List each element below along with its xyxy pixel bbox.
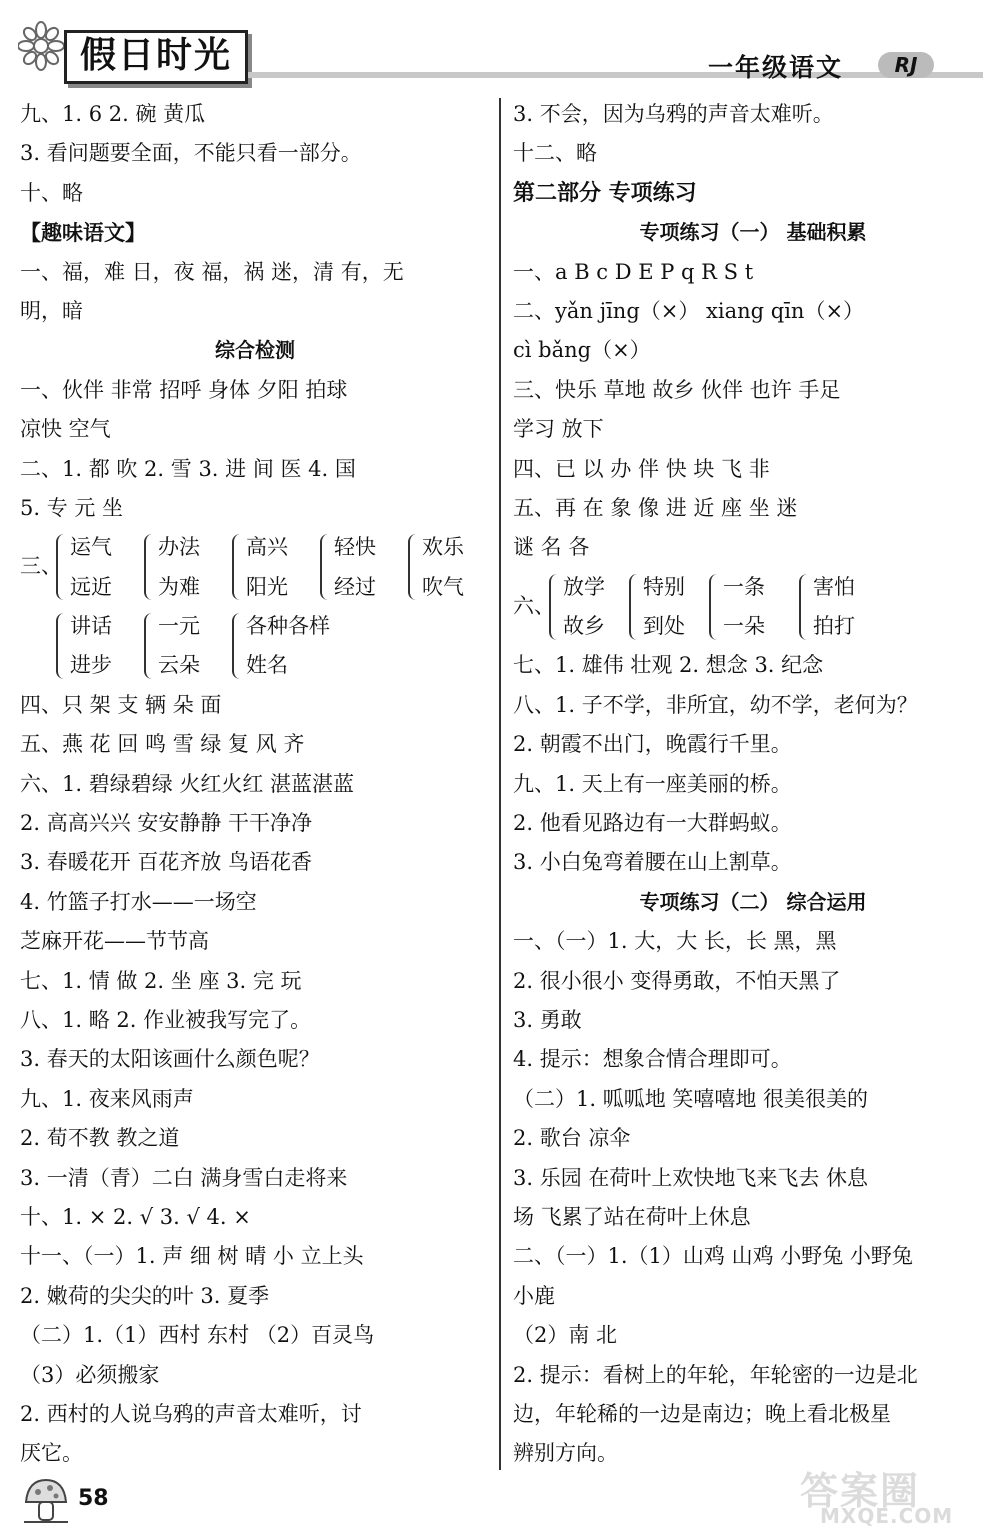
- answer-line: 专项练习（一） 基础积累: [639, 220, 867, 245]
- left-column: [20, 95, 490, 1474]
- mushroom-icon: [20, 1474, 72, 1526]
- pair-word: 办法: [158, 535, 200, 560]
- answer-line: 明，暗: [20, 298, 83, 323]
- brace-mark: [232, 613, 244, 679]
- pair-word: 拍打: [813, 614, 855, 639]
- answer-line: 九、1. 6 2. 碗 黄瓜: [20, 102, 206, 126]
- answer-line: 4. 竹篮子打水——一场空: [20, 889, 257, 914]
- pair-word: 经过: [334, 574, 376, 599]
- book-title: 假日时光: [79, 35, 232, 76]
- word-pair: [563, 568, 605, 647]
- answer-line: 厌它。: [20, 1441, 83, 1466]
- answer-line: 2. 荀不教 教之道: [20, 1126, 180, 1151]
- answer-line: 3. 勇敢: [513, 1008, 582, 1032]
- answer-line: 一、伙伴 非常 招呼 身体 夕阳 拍球: [20, 377, 348, 402]
- pair-word: 放学: [563, 574, 605, 599]
- answer-line: 综合检测: [215, 338, 295, 363]
- brace-mark: [144, 534, 156, 600]
- site-watermark: [800, 1460, 990, 1530]
- column-divider: [499, 98, 501, 1470]
- answer-line: 芝麻开花——节节高: [20, 929, 209, 954]
- pair-word: 高兴: [246, 535, 288, 560]
- answer-line: 4. 提示：想象合情合理即可。: [513, 1047, 792, 1072]
- pair-word: 一元: [158, 614, 200, 639]
- brace-mark: [56, 613, 68, 679]
- answer-line: 十、略: [20, 180, 83, 205]
- pair-word: 特别: [643, 574, 685, 599]
- answer-line: 七、1. 情 做 2. 坐 座 3. 完 玩: [20, 968, 302, 993]
- answer-line: 五、再 在 象 像 进 近 座 坐 迷: [513, 495, 798, 520]
- word-pairs-row-2: [20, 607, 490, 686]
- answer-line: 3. 小白兔弯着腰在山上割草。: [513, 850, 792, 875]
- answer-line: 3. 看问题要全面，不能只看一部分。: [20, 141, 362, 166]
- pair-word: 吹气: [422, 574, 464, 599]
- answer-line: 九、1. 天上有一座美丽的桥。: [513, 771, 792, 796]
- word-pair: [70, 607, 112, 686]
- subject-label: 一年级语文: [708, 53, 844, 82]
- answer-line: 一、（一）1. 大，大 长，长 黑，黑: [513, 929, 837, 954]
- answer-line: 2. 很小很小 变得勇敢，不怕天黑了: [513, 968, 841, 993]
- answer-line: （二）1.（1）西村 东村 （2）百灵鸟: [20, 1323, 375, 1348]
- word-pair: [334, 528, 376, 607]
- header-rule: [248, 72, 983, 78]
- answer-line: 二、（一）1.（1）山鸡 山鸡 小野兔 小野兔: [513, 1244, 913, 1269]
- brace-mark: [320, 534, 332, 600]
- word-pair: [813, 568, 855, 647]
- answer-line: 5. 专 元 坐: [20, 495, 124, 520]
- answer-line: 五、燕 花 回 鸣 雪 绿 复 风 齐: [20, 732, 305, 757]
- answer-line: 学习 放下: [513, 417, 604, 442]
- answer-line: 六、1. 碧绿碧绿 火红火红 湛蓝湛蓝: [20, 771, 355, 796]
- watermark-text: 答案圈: [800, 1469, 921, 1513]
- word-pair: [158, 528, 200, 607]
- brace-mark: [408, 534, 420, 600]
- answer-line: 一、a B c D E P q R S t: [513, 259, 754, 284]
- page-number: 58: [78, 1486, 109, 1511]
- answer-line: 2. 他看见路边有一大群蚂蚁。: [513, 811, 792, 836]
- pair-word: 阳光: [246, 574, 288, 599]
- answer-line: 2. 提示：看树上的年轮，年轮密的一边是北: [513, 1362, 918, 1387]
- answer-line: 凉快 空气: [20, 417, 111, 442]
- answer-line: 2. 嫩荷的尖尖的叶 3. 夏季: [20, 1283, 270, 1308]
- brace-mark: [709, 574, 721, 640]
- pair-word: 运气: [70, 535, 112, 560]
- answer-line: 九、1. 夜来风雨声: [20, 1086, 194, 1111]
- word-pair: [246, 528, 288, 607]
- answer-line: 2. 歌台 凉伞: [513, 1126, 631, 1151]
- pair-word: 云朵: [158, 653, 200, 678]
- word-pairs-row-1: [20, 528, 490, 607]
- answer-line: 小鹿: [513, 1283, 555, 1308]
- answer-line: 一、福，难 日，夜 福，祸 迷，清 有，无: [20, 259, 404, 284]
- pair-word: 为难: [158, 574, 200, 599]
- answer-line: 第二部分 专项练习: [513, 179, 697, 206]
- word-pair: [723, 568, 765, 647]
- answer-line: （2）南 北: [513, 1323, 618, 1348]
- answer-line: 专项练习（二） 综合运用: [639, 889, 867, 914]
- answer-line: cì bǎng（×）: [513, 338, 651, 363]
- pair-word: 讲话: [70, 614, 112, 639]
- edition-badge: RJ: [878, 52, 934, 78]
- answer-line: （3）必须搬家: [20, 1362, 160, 1387]
- word-pair: [70, 528, 112, 607]
- pair-word: 轻快: [334, 535, 376, 560]
- pair-word: 故乡: [563, 614, 605, 639]
- answer-line: 边，年轮稀的一边是南边；晚上看北极星: [513, 1401, 891, 1426]
- answer-line: 四、已 以 办 伴 快 块 飞 非: [513, 456, 770, 481]
- answer-line: 辨别方向。: [513, 1441, 618, 1466]
- word-pairs-row-3: [513, 568, 993, 647]
- pair-word: 一条: [723, 574, 765, 599]
- answer-line: 四、只 架 支 辆 朵 面: [20, 692, 222, 717]
- answer-line: 2. 西村的人说乌鸦的声音太难听，讨: [20, 1401, 362, 1426]
- pair-word: 欢乐: [422, 535, 464, 560]
- answer-line: 十二、略: [513, 141, 597, 166]
- word-pair: [422, 528, 464, 607]
- answer-line: 场 飞累了站在荷叶上休息: [513, 1204, 751, 1229]
- book-title-box: [64, 30, 248, 84]
- answer-line: 十、1. × 2. √ 3. √ 4. ×: [20, 1204, 251, 1229]
- pair-word: 害怕: [813, 574, 855, 599]
- answer-line: 2. 高高兴兴 安安静静 干干净净: [20, 811, 313, 836]
- pair-word: 各种各样: [246, 614, 330, 639]
- word-pair: [643, 568, 685, 647]
- brace-mark: [144, 613, 156, 679]
- page-header: [0, 0, 1000, 92]
- brace-mark: [549, 574, 561, 640]
- answer-line: 3. 春天的太阳该画什么颜色呢？: [20, 1047, 320, 1072]
- pair-word: 一朵: [723, 614, 765, 639]
- word-pair: [246, 607, 330, 686]
- answer-line: 3. 春暖花开 百花齐放 鸟语花香: [20, 850, 313, 875]
- question-label: 三、: [20, 554, 62, 579]
- answer-line: 八、1. 子不学，非所宜，幼不学，老何为？: [513, 692, 918, 717]
- brace-mark: [56, 534, 68, 600]
- answer-line: 七、1. 雄伟 壮观 2. 想念 3. 纪念: [513, 653, 824, 678]
- answer-line: 三、快乐 草地 故乡 伙伴 也许 手足: [513, 377, 841, 402]
- answer-line: 谜 名 各: [513, 535, 590, 560]
- watermark-url: MXQE.COM: [820, 1504, 954, 1528]
- brace-mark: [799, 574, 811, 640]
- question-label: 六、: [513, 593, 555, 618]
- answer-line: 2. 朝霞不出门，晚霞行千里。: [513, 732, 792, 757]
- answer-line: （二）1. 呱呱地 笑嘻嘻地 很美很美的: [513, 1086, 869, 1111]
- answer-line: 八、1. 略 2. 作业被我写完了。: [20, 1008, 312, 1033]
- answer-line: 3. 一清（青）二白 满身雪白走将来: [20, 1165, 348, 1190]
- answer-line: 二、yǎn jīng（×） xiang qīn（×）: [513, 298, 865, 323]
- brace-mark: [629, 574, 641, 640]
- word-pair: [158, 607, 200, 686]
- flower-icon: [18, 20, 64, 72]
- brace-mark: [232, 534, 244, 600]
- answer-line: 3. 不会，因为乌鸦的声音太难听。: [513, 102, 834, 126]
- right-column: [513, 95, 993, 1474]
- pair-word: 进步: [70, 653, 112, 678]
- answer-line: 3. 乐园 在荷叶上欢快地飞来飞去 休息: [513, 1165, 869, 1190]
- answer-line: 【趣味语文】: [20, 220, 146, 246]
- pair-word: 到处: [643, 614, 685, 639]
- answer-line: 二、1. 都 吹 2. 雪 3. 进 间 医 4. 国: [20, 456, 356, 481]
- pair-word: 远近: [70, 574, 112, 599]
- pair-word: 姓名: [246, 653, 288, 678]
- answer-line: 十一、（一）1. 声 细 树 晴 小 立上头: [20, 1244, 364, 1269]
